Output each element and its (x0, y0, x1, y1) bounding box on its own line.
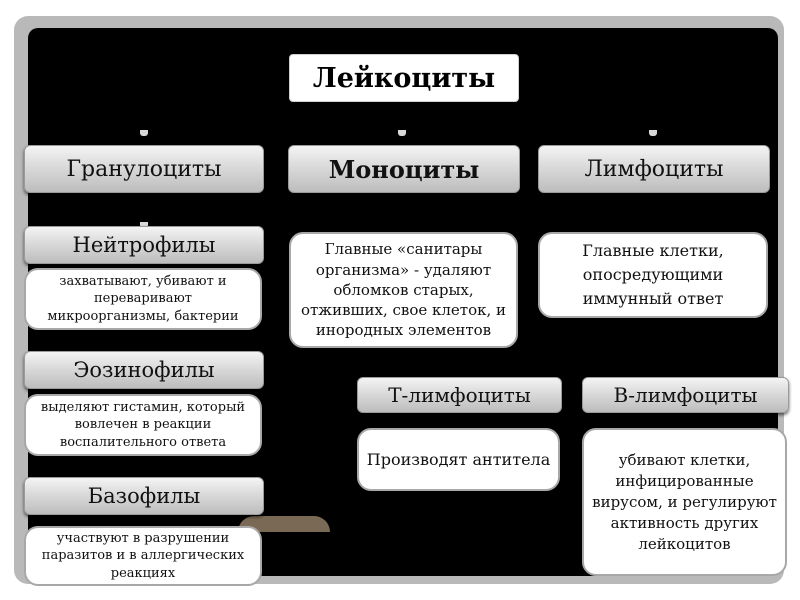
basophils-desc: участвуют в разрушении паразитов и в аллергических реакциях (24, 526, 262, 586)
lymphocytes-desc: Главные клетки, опосредующими иммунный ответ (538, 232, 768, 318)
monocytes-desc: Главные «санитары организма» - удаляют обломков старых, отживших, свое клеток, и инородных элементов (289, 232, 518, 348)
basophils-box: Базофилы (24, 477, 264, 515)
neutrophils-box: Нейтрофилы (24, 226, 264, 264)
eosinophils-desc: выделяют гистамин, который вовлечен в реакции воспалительного ответа (24, 394, 262, 456)
b-lymphocytes-box: В-лимфоциты (582, 377, 789, 413)
t-lymphocytes-desc: Производят антитела (357, 428, 560, 491)
diagram-title: Лейкоциты (289, 54, 519, 102)
title-tab-center (398, 130, 406, 136)
t-lymphocytes-box: Т-лимфоциты (357, 377, 562, 413)
eosinophils-box: Эозинофилы (24, 351, 264, 389)
title-tab-left (140, 130, 148, 136)
neutrophils-desc: захватывают, убивают и переваривают микроорганизмы, бактерии (24, 268, 262, 330)
monocytes-box: Моноциты (288, 145, 520, 193)
title-tab-right (649, 130, 657, 136)
b-lymphocytes-desc: убивают клетки, инфицированные вирусом, и регулируют активность других лейкоцитов (582, 428, 787, 576)
lymphocytes-box: Лимфоциты (538, 145, 770, 193)
granulocytes-box: Гранулоциты (24, 145, 264, 193)
